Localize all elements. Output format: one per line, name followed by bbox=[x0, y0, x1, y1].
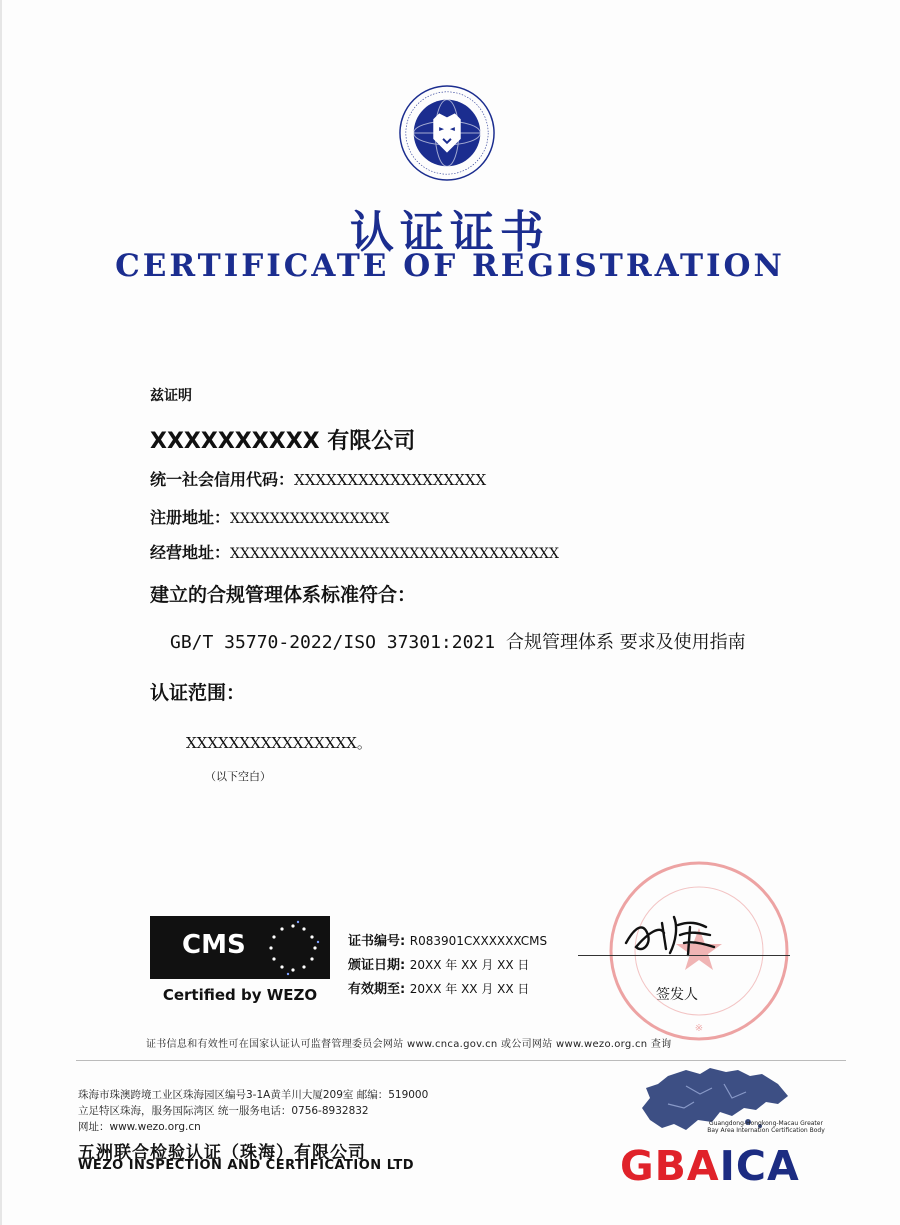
company-name: XXXXXXXXXX 有限公司 bbox=[150, 429, 416, 454]
certificate-number-label: 证书编号: bbox=[348, 934, 406, 949]
standard-code: GB/T 35770-2022/ISO 37301:2021 bbox=[170, 632, 496, 653]
issue-date-row bbox=[348, 954, 529, 973]
gbaica-logo-blue: ICA bbox=[719, 1142, 800, 1190]
cms-badge-text: CMS bbox=[182, 930, 246, 960]
registered-address-value: XXXXXXXXXXXXXXXX bbox=[230, 511, 390, 527]
signature-line bbox=[578, 955, 790, 956]
scope-label: 认证范围： bbox=[150, 682, 246, 704]
footer-company-name-chinese: 五洲联合检验认证（珠海）有限公司 bbox=[78, 1143, 366, 1163]
credit-code-label: 统一社会信用代码： bbox=[150, 470, 295, 489]
certified-by-wezo: Certified by WEZO bbox=[162, 986, 318, 1004]
blank-below-note: （以下空白） bbox=[205, 770, 271, 783]
certificate-number-value: R083901CXXXXXXCMS bbox=[409, 934, 548, 948]
gba-subtitle: Guangdong-Hongkong-Macau Greater Bay Area Internation Certification Body bbox=[707, 1120, 825, 1134]
footer-divider bbox=[76, 1060, 846, 1061]
verification-note: 证书信息和有效性可在国家认证认可监督管理委员会网站 www.cnca.gov.cn 或公司网站 www.wezo.org.cn 查询 bbox=[146, 1039, 672, 1050]
footer-company-name-english: WEZO INSPECTION AND CERTIFICATION LTD bbox=[78, 1158, 414, 1173]
business-address-label: 经营地址： bbox=[150, 543, 231, 562]
registered-address-row bbox=[150, 505, 389, 528]
certificate-title-chinese: 认证证书 bbox=[350, 207, 550, 258]
credit-code-value: XXXXXXXXXXXXXXXXXX bbox=[294, 471, 487, 489]
star-ring-icon bbox=[262, 918, 324, 978]
standard-name: 合规管理体系 要求及使用指南 bbox=[505, 632, 746, 653]
business-address-row bbox=[150, 540, 559, 563]
issue-date-label: 颁证日期: bbox=[348, 958, 406, 973]
gbaica-logo-text bbox=[620, 1142, 800, 1190]
standard-label: 建立的合规管理体系标准符合： bbox=[150, 584, 417, 606]
issue-date-value: 20XX 年 XX 月 XX 日 bbox=[409, 958, 530, 972]
certificate-number-row bbox=[348, 930, 547, 949]
footer-service-phone: 立足特区珠海，服务国际湾区 统一服务电话：0756-8932832 bbox=[78, 1105, 369, 1117]
hereby-certify-text: 兹证明 bbox=[150, 388, 192, 404]
cms-badge bbox=[150, 916, 330, 979]
valid-until-value: 20XX 年 XX 月 XX 日 bbox=[409, 982, 530, 996]
footer-website: 网址：www.wezo.org.cn bbox=[78, 1121, 201, 1133]
svg-text:※: ※ bbox=[694, 1023, 704, 1034]
registered-address-label: 注册地址： bbox=[150, 508, 231, 527]
greater-bay-area-map-icon bbox=[628, 1064, 810, 1154]
issuer-label: 签发人 bbox=[656, 987, 698, 1003]
valid-until-row bbox=[348, 978, 529, 997]
standard-row bbox=[170, 628, 746, 654]
footer-address: 珠海市珠澳跨境工业区珠海园区编号3-1A黄羊川大厦209室 邮编：519000 bbox=[78, 1089, 429, 1101]
business-address-value: XXXXXXXXXXXXXXXXXXXXXXXXXXXXXXXXX bbox=[230, 546, 559, 562]
valid-until-label: 有效期至: bbox=[348, 982, 406, 997]
credit-code-row bbox=[150, 467, 486, 490]
gbaica-logo-red: GBA bbox=[620, 1142, 720, 1190]
wezo-emblem-logo bbox=[398, 84, 496, 182]
certificate-title-english: CERTIFICATE OF REGISTRATION bbox=[115, 248, 785, 284]
handwritten-signature bbox=[618, 903, 728, 963]
scope-value: XXXXXXXXXXXXXXXX。 bbox=[186, 734, 372, 752]
